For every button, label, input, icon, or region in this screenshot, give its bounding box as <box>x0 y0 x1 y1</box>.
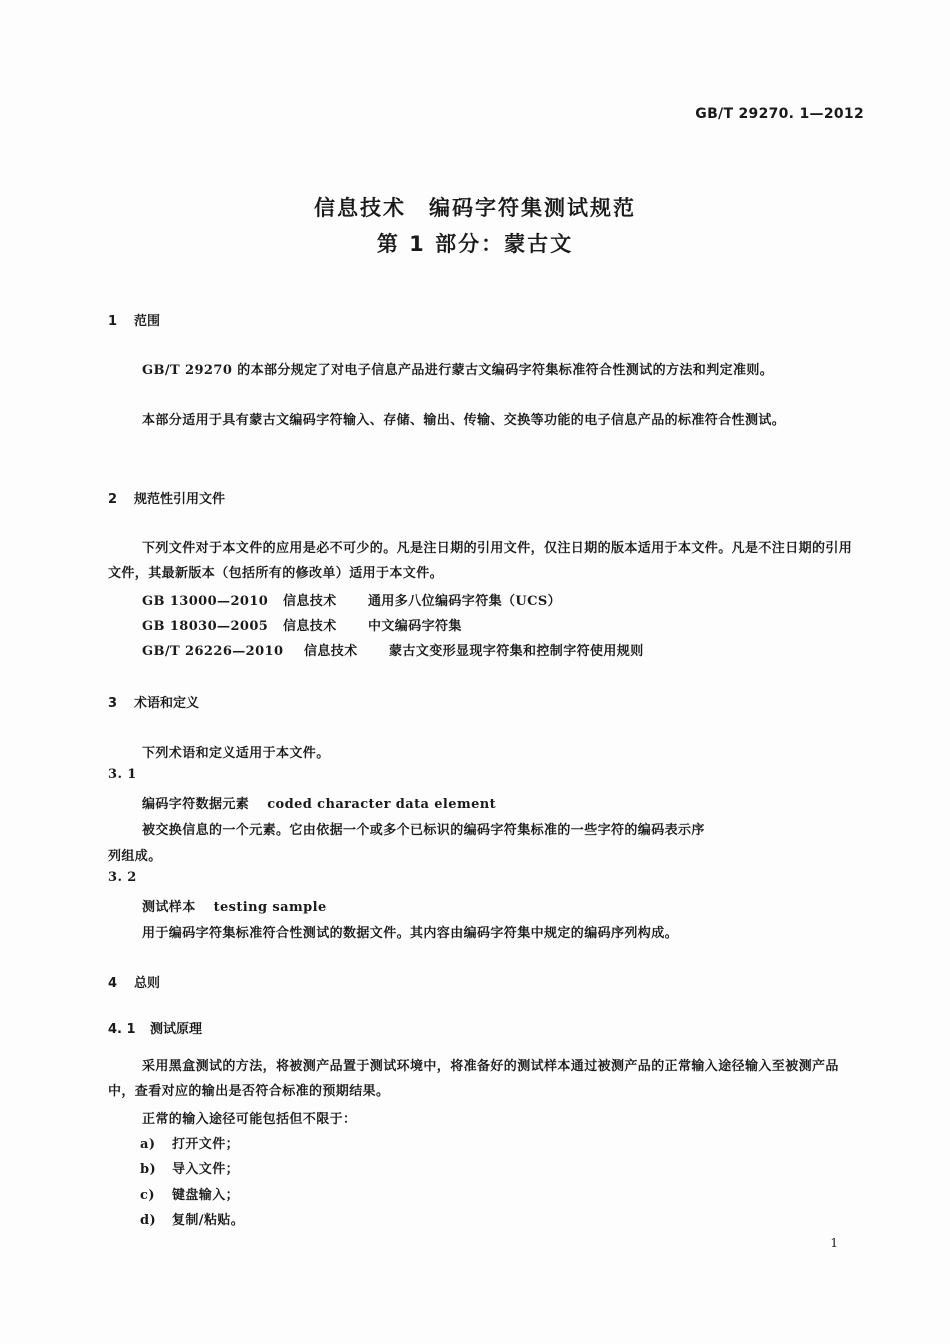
list-text: 复制/粘贴。 <box>172 1213 245 1228</box>
section-title: 规范性引用文件 <box>134 492 226 507</box>
term-2-definition: 用于编码字符集标准符合性测试的数据文件。其内容由编码字符集中规定的编码序列构成。 <box>142 926 679 941</box>
document-title: 信息技术 编码字符集测试规范 <box>314 196 636 220</box>
section-1-heading <box>108 310 160 329</box>
section-3-intro: 下列术语和定义适用于本文件。 <box>142 746 330 761</box>
standard-number: GB/T 29270. 1—2012 <box>695 106 864 122</box>
term-chinese: 编码字符数据元素 <box>142 797 250 812</box>
reference-item <box>142 590 561 609</box>
section-3-heading <box>108 692 199 711</box>
section-4-heading <box>108 972 160 991</box>
section-number: 3 <box>108 696 118 711</box>
section-title: 总则 <box>134 976 161 991</box>
document-subtitle: 第 1 部分：蒙古文 <box>376 232 574 256</box>
section-1-paragraph-1: GB/T 29270 的本部分规定了对电子信息产品进行蒙古文编码字符集标准符合性测试的方法和判定准则。 <box>142 363 774 378</box>
term-english: coded character data element <box>267 797 497 812</box>
list-text: 导入文件； <box>172 1162 240 1177</box>
term-2-name <box>142 896 327 915</box>
list-text: 键盘输入； <box>172 1188 240 1203</box>
reference-category: 信息技术 <box>304 644 358 659</box>
reference-code: GB 18030—2005 <box>142 619 269 634</box>
list-marker: a) <box>140 1137 156 1152</box>
page-number: 1 <box>830 1236 838 1250</box>
list-item <box>140 1209 244 1228</box>
list-marker: b) <box>140 1162 157 1177</box>
term-1-name <box>142 793 496 812</box>
reference-item <box>142 640 644 659</box>
reference-code: GB/T 26226—2010 <box>142 644 284 659</box>
subsection-4-1-heading <box>108 1018 202 1037</box>
section-2-heading <box>108 488 225 507</box>
list-marker: d) <box>140 1213 157 1228</box>
term-1-definition-cont: 列组成。 <box>108 849 162 864</box>
term-english: testing sample <box>213 900 327 915</box>
section-title: 范围 <box>134 314 161 329</box>
list-item <box>140 1133 239 1152</box>
list-text: 打开文件； <box>172 1137 240 1152</box>
reference-name: 中文编码字符集 <box>368 619 462 634</box>
section-number: 2 <box>108 492 118 507</box>
section-4-paragraph-1: 采用黑盒测试的方法，将被测产品置于测试环境中，将准备好的测试样本通过被测产品的正常输入途径输入至被测产品中，查看对应的输出是否符合标准的预期结果。 <box>108 1059 839 1099</box>
reference-category: 信息技术 <box>283 619 337 634</box>
section-number: 4 <box>108 976 118 991</box>
reference-item <box>142 615 462 634</box>
subsection-number: 4. 1 <box>108 1022 136 1037</box>
reference-name: 蒙古文变形显现字符集和控制字符使用规则 <box>389 644 644 659</box>
list-item <box>140 1158 239 1177</box>
section-number: 1 <box>108 314 118 329</box>
term-1-number: 3. 1 <box>108 767 137 782</box>
reference-name: 通用多八位编码字符集（UCS） <box>368 594 562 609</box>
section-4-paragraph-2: 正常的输入途径可能包括但不限于： <box>142 1112 357 1127</box>
list-item <box>140 1184 239 1203</box>
section-1-paragraph-2: 本部分适用于具有蒙古文编码字符输入、存储、输出、传输、交换等功能的电子信息产品的标准符合性测试。 <box>142 413 786 428</box>
section-title: 术语和定义 <box>134 696 200 711</box>
reference-category: 信息技术 <box>283 594 337 609</box>
list-marker: c) <box>140 1188 155 1203</box>
section-2-paragraph-1: 下列文件对于本文件的应用是必不可少的。凡是注日期的引用文件，仅注日期的版本适用于本文件。凡是不注日期的引用文件，其最新版本（包括所有的修改单）适用于本文件。 <box>108 541 853 581</box>
term-2-number: 3. 2 <box>108 870 137 885</box>
reference-code: GB 13000—2010 <box>142 594 269 609</box>
term-1-definition: 被交换信息的一个元素。它由依据一个或多个已标识的编码字符集标准的一些字符的编码表示序 <box>142 823 705 838</box>
term-chinese: 测试样本 <box>142 900 196 915</box>
subsection-title: 测试原理 <box>150 1022 203 1037</box>
